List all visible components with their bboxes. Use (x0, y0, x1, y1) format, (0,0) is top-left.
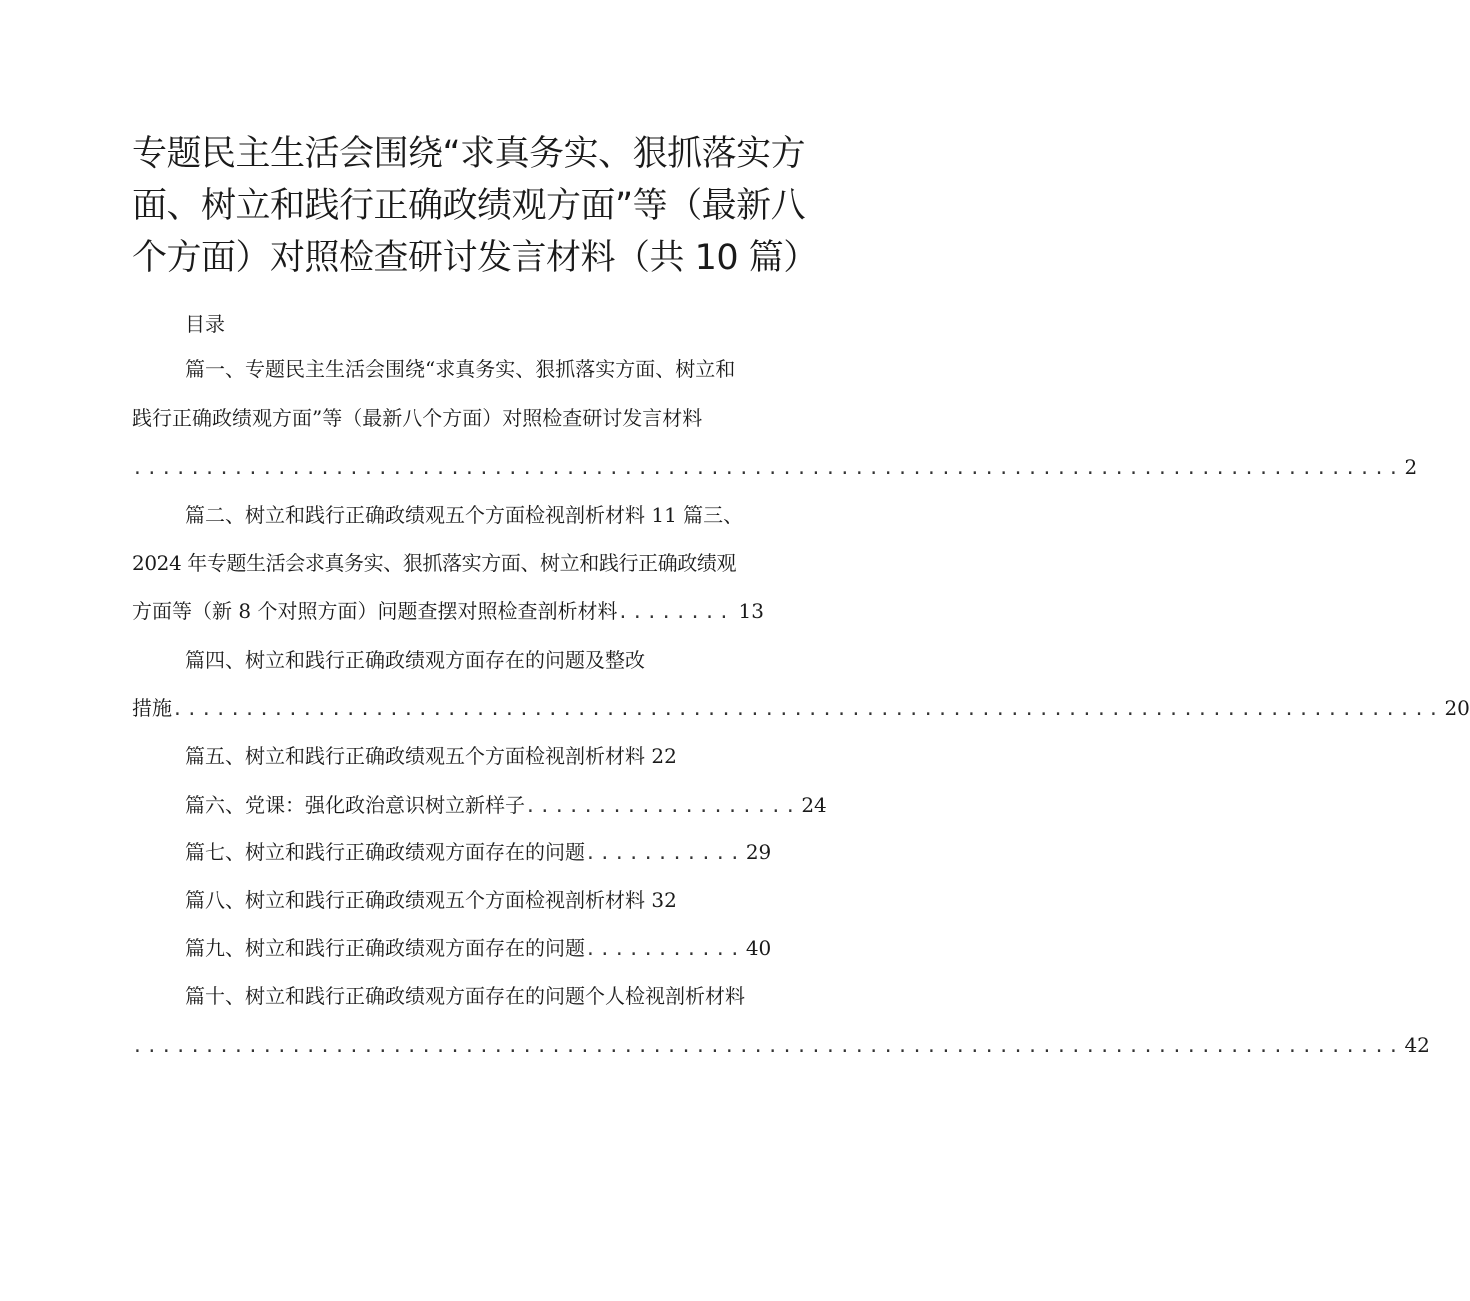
toc-entry-7-page: 29 (745, 840, 772, 864)
toc-entry-2-line-1: 篇二、树立和践行正确政绩观五个方面检视剖析材料 11 篇三、 (185, 503, 744, 527)
document-title (132, 128, 818, 284)
dot-leader: ................... (525, 796, 800, 817)
toc-entry-1-line-1: 篇一、专题民主生活会围绕“求真务实、狠抓落实方面、树立和 (185, 357, 736, 381)
toc-entry-3-line-1: 2024 年专题生活会求真务实、狠抓落实方面、树立和践行正确政绩观 (132, 551, 737, 575)
toc-entry-7-text: 篇七、树立和践行正确政绩观方面存在的问题 (185, 840, 585, 864)
toc-entry-4-page: 20 (1444, 696, 1470, 720)
toc-entry-5: 篇五、树立和践行正确政绩观五个方面检视剖析材料 22 (185, 744, 677, 768)
toc-entry-3-page: 13 (738, 599, 764, 623)
title-line-2: 面、树立和践行正确政绩观方面”等（最新八 (132, 186, 806, 226)
toc-entry-9 (185, 933, 772, 963)
toc-heading: 目录 (185, 312, 225, 336)
dot-leader: ........... (585, 843, 744, 864)
toc-entry-1-line-2: 践行正确政绩观方面”等（最新八个方面）对照检查研讨发言材料 (132, 406, 703, 430)
toc-entry-8: 篇八、树立和践行正确政绩观五个方面检视剖析材料 32 (185, 888, 677, 912)
toc-entry-1-leader (132, 452, 1418, 482)
toc-entry-6-page: 24 (801, 793, 827, 817)
toc-entry-10-leader (132, 1030, 1430, 1060)
toc-entry-10-line-1: 篇十、树立和践行正确政绩观方面存在的问题个人检视剖析材料 (185, 984, 745, 1008)
toc-entry-9-text: 篇九、树立和践行正确政绩观方面存在的问题 (185, 936, 585, 960)
toc-entry-10-page: 42 (1404, 1033, 1430, 1057)
dot-leader: ........... (585, 939, 744, 960)
toc-entry-4-line-1: 篇四、树立和践行正确政绩观方面存在的问题及整改 (185, 648, 645, 672)
dot-leader: ........................................................................................ (132, 1036, 1403, 1057)
toc-entry-9-page: 40 (745, 936, 772, 960)
toc-entry-4-leader (132, 693, 1470, 723)
toc-entry-4-line-2: 措施 (132, 696, 172, 720)
toc-entry-6 (185, 790, 827, 820)
dot-leader: ........................................................................................ (132, 458, 1403, 479)
toc-entry-6-text: 篇六、党课：强化政治意识树立新样子 (185, 793, 525, 817)
toc-entry-3-line-2: 方面等（新 8 个对照方面）问题查摆对照检查剖析材料 (132, 599, 618, 623)
title-line-1: 专题民主生活会围绕“求真务实、狠抓落实方 (132, 134, 806, 174)
dot-leader: ........................................................................................ (172, 699, 1443, 720)
toc-entry-7 (185, 837, 772, 867)
title-line-3: 个方面）对照检查研讨发言材料（共 10 篇） (132, 238, 818, 278)
toc-entry-3-leader (132, 596, 764, 626)
toc-entry-1-page: 2 (1404, 455, 1418, 479)
dot-leader: ........ (617, 602, 733, 623)
